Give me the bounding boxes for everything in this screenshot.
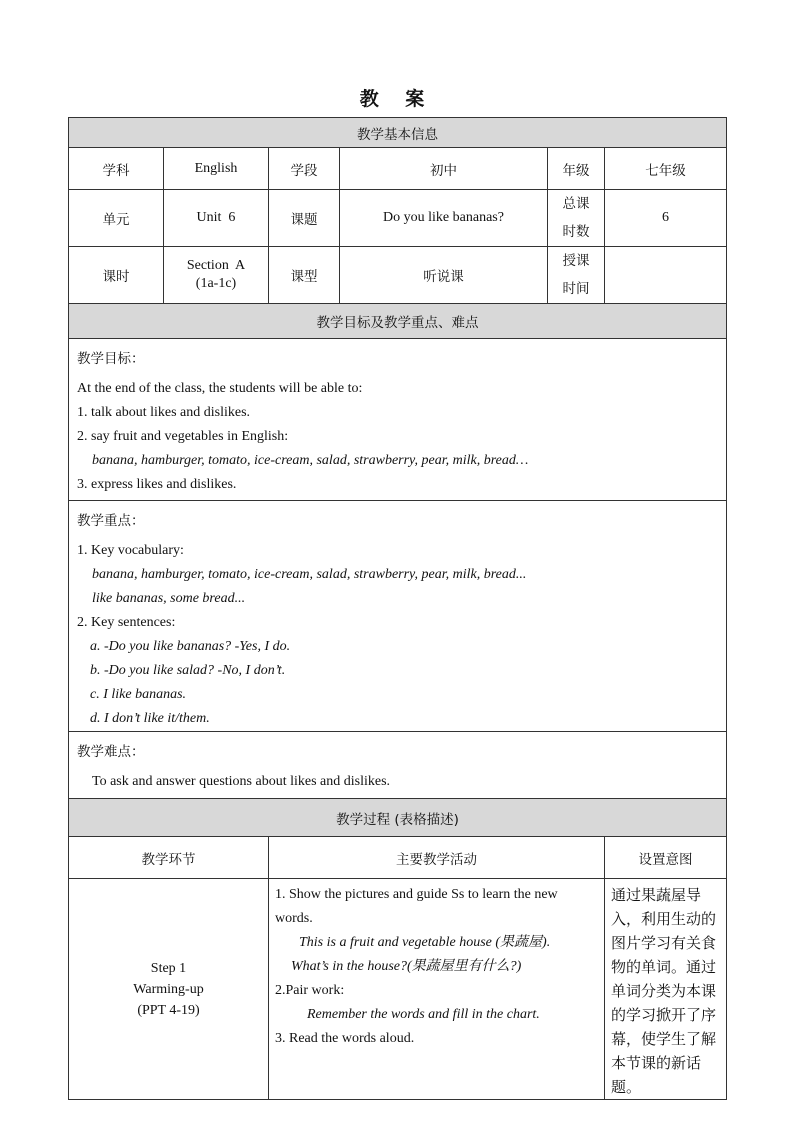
activity-line: 3. Read the words aloud.: [275, 1031, 415, 1046]
teaching-time-label-line2: 时间: [562, 281, 590, 297]
objectives-header: 教学目标及教学重点、难点: [69, 304, 727, 339]
key-sentence-line: d. I don’t like it/them.: [90, 711, 210, 726]
process-col-stage: 教学环节: [69, 837, 269, 879]
goal-line: 3. express likes and dislikes.: [77, 477, 237, 492]
difficulty-label: 教学难点：: [77, 744, 145, 760]
key-line: 2. Key sentences:: [77, 615, 176, 630]
purpose-cell: 通过果蔬屋导入，利用生动的图片学习有关食物的单词。通过单词分类为本课的学习掀开了序幕，使学生了解本节课的新话题。: [605, 879, 727, 1100]
process-header: 教学过程 (表格描述): [69, 799, 727, 837]
key-sentence-line: c. I like bananas.: [90, 687, 187, 702]
type-value: 听说课: [340, 247, 548, 304]
topic-value: Do you like bananas?: [340, 190, 548, 247]
total-hours-label: [548, 190, 605, 247]
key-sentence-line: b. -Do you like salad? -No, I don’t.: [90, 663, 286, 678]
grade-value: 七年级: [605, 148, 727, 190]
goal-line: 2. say fruit and vegetables in English:: [77, 429, 289, 444]
step-name: Warming-up: [133, 981, 204, 997]
period-value-line2: (1a-1c): [195, 276, 237, 291]
type-label: 课型: [269, 247, 340, 304]
lesson-plan-table: [68, 117, 727, 1100]
activity-cell: [269, 879, 605, 1100]
activity-line: 2.Pair work:: [275, 983, 345, 998]
activity-line: Remember the words and fill in the chart.: [307, 1007, 540, 1022]
unit-label: 单元: [69, 190, 164, 247]
teaching-time-value: [605, 247, 727, 304]
activity-line: 1. Show the pictures and guide Ss to learn the new words.: [275, 887, 558, 926]
teaching-goals-label: 教学目标：: [77, 351, 145, 367]
period-value: [164, 247, 269, 304]
teaching-goals-cell: [69, 339, 727, 501]
key-phrase-line: like bananas, some bread...: [92, 591, 246, 606]
difficulty-cell: [69, 732, 727, 799]
goal-line: 1. talk about likes and dislikes.: [77, 405, 251, 420]
period-label: 课时: [69, 247, 164, 304]
step-ppt-ref: (PPT 4-19): [137, 1002, 200, 1018]
total-hours-label-line1: 总课: [562, 196, 590, 212]
subject-label: 学科: [69, 148, 164, 190]
step-number: Step 1: [150, 960, 187, 976]
key-line: 1. Key vocabulary:: [77, 543, 184, 558]
grade-label: 年级: [548, 148, 605, 190]
stage-value: 初中: [340, 148, 548, 190]
topic-label: 课题: [269, 190, 340, 247]
key-points-cell: [69, 501, 727, 732]
process-row: [69, 879, 727, 1100]
process-col-purpose: 设置意图: [605, 837, 727, 879]
teaching-time-label: [548, 247, 605, 304]
activity-line: What’s in the house?(果蔬屋里有什么?): [291, 959, 522, 974]
document-title: 教 案: [359, 88, 435, 110]
subject-value: English: [164, 148, 269, 190]
key-vocabulary-line: banana, hamburger, tomato, ice-cream, salad, strawberry, pear, milk, bread...: [92, 567, 527, 582]
key-points-label: 教学重点：: [77, 513, 145, 529]
goal-line: At the end of the class, the students will be able to:: [77, 381, 363, 396]
stage-label: 学段: [269, 148, 340, 190]
activity-line: This is a fruit and vegetable house (果蔬屋).: [299, 935, 551, 950]
unit-value: Unit 6: [164, 190, 269, 247]
total-hours-label-line2: 时数: [562, 224, 590, 240]
process-col-activity: 主要教学活动: [269, 837, 605, 879]
step-cell: [69, 879, 269, 1100]
total-hours-value: 6: [605, 190, 727, 247]
difficulty-text: To ask and answer questions about likes and dislikes.: [92, 774, 391, 789]
goal-vocabulary-line: banana, hamburger, tomato, ice-cream, salad, strawberry, pear, milk, bread…: [92, 453, 529, 468]
period-value-line1: Section A: [186, 258, 246, 273]
teaching-time-label-line1: 授课: [562, 253, 590, 269]
basic-info-header: 教学基本信息: [69, 118, 727, 148]
key-sentence-line: a. -Do you like bananas? -Yes, I do.: [90, 639, 291, 654]
